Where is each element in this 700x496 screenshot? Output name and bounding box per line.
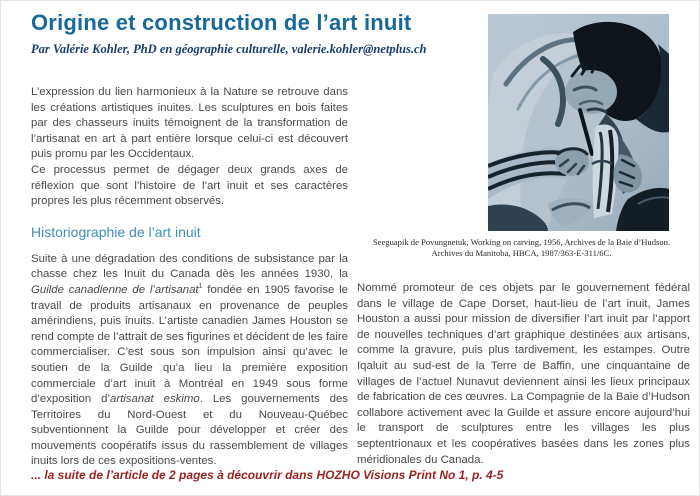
photo-caption-line2: Archives du Manitoba, HBCA, 1987/363-E-311/6C. [431,247,612,258]
right-column [357,281,690,468]
left-column [31,85,348,470]
inuit-carver-photo-illustration [488,14,669,231]
history-paragraph: Suite à une dégradation des conditions de subsistance par la chasse chez les Inuit du Canada dès les années 1930, la Guilde canadienne de l’artisanat$^1$ fondée en 1905 favorise le travail de produits artisanaux en provenance de peuples amérindiens, puis inuits. L’artiste canadien James Houston se rend compte de l’attrait de ses figurines et décident de les faire commercialiser. C’est sous son impulsion ainsi qu’avec le soutien de la Guilde qu’a lieu la première exposition commerciale d’art inuit à Montréal en 1949 sous forme d’exposition d’artisanat eskimo. Les gouvernements des Territoires du Nord-Ouest et du Nouveau-Québec subventionnent la Guilde pour développer et créer des mouvements coopératifs issus du rassemblement de villages inuits lors de ces expositions-ventes. [31,252,349,468]
article-body-paragraph: Nommé promoteur de ces objets par le gouvernement fédéral dans le village de Cape Dorset, haut-lieu de l’art inuit, James Houston a aussi pour mission de diversifier l’art inuit par l’apport de nouvelles techniques d’art graphique destinées aux artisans, comme la gravure, puis plus tardivement, les estampes. Outre Iqaluit au sud-est de la Terre de Baffin, une cinquantaine de villages de l’actuel Nunavut deviennent ainsi les lieux principaux de fabrication de ces œuvres. La Compagnie de la Baie d’Hudson collabore activement avec la Guilde et assure encore aujourd’hui le transport de sculptures entre les villages les plus septentrionaux et les coopératives basées dans les zones plus méridionales du Canada. [357,282,690,466]
photo-caption [353,237,690,258]
article-byline: Par Valérie Kohler, PhD en géographie culturelle, valerie.kohler@netplus.ch [31,42,427,56]
intro-paragraph-2: Ce processus permet de dégager deux grands axes de réflexion que sont l’histoire de l’art inuit et ses caractères propres les plus récemment observés. [31,163,348,208]
intro-paragraph-1: L’expression du lien harmonieux à la Nature se retrouve dans les créations artistiques inuites. Les sculptures en bois faites par des chasseurs inuits témoignent de la transformation de l’artisanat en art à part entière lorsque celui-ci est découvert puis promu par les Occidentaux. [31,86,348,161]
section-heading-historiographie: Historiographie de l’art inuit [31,223,201,240]
article-title: Origine et construction de l’art inuit [31,10,412,35]
photo-caption-line1: Seeguapik de Povungnetuk, Working on carving, 1956, Archives de la Baie d’Hudson. [372,237,671,247]
footer-continuation-note: ... la suite de l’article de 2 pages à découvrir dans HOZHO Visions Print No 1, p. 4-5 [31,468,504,482]
inuit-carver-photo [488,14,669,231]
